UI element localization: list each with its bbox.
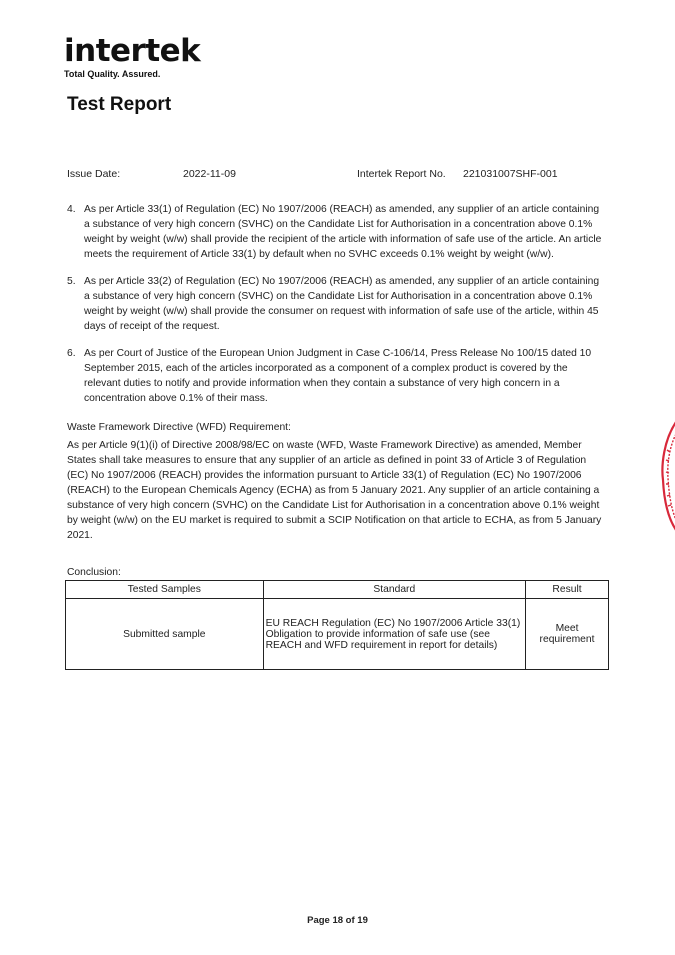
item-text: As per Article 33(1) of Regulation (EC) No 1907/2006 (REACH) as amended, any supplier of an article containing a substance of very high concern (SVHC) on the Candidate List for Authorisation in a concentration above 0.1% weight by weight (w/w) shall provide the recipient of the article with information of safe use of the article. An article meets the requirement of Article 33(1) by default when no SVHC exceeds 0.1% weight by weight (w/w).	[84, 204, 602, 260]
table-header-row	[66, 581, 609, 599]
item-number: 5.	[67, 276, 76, 287]
intertek-logo	[64, 34, 200, 79]
list-item	[67, 274, 607, 334]
item-number: 4.	[67, 204, 76, 215]
item-text: As per Article 33(2) of Regulation (EC) No 1907/2006 (REACH) as amended, any supplier of an article containing a substance of very high concern (SVHC) on the Candidate List for Authorisation in a concentration above 0.1% weight by weight (w/w) shall provide the consumer on request with information of safe use of the article, within 45 days of receipt of the request.	[84, 276, 600, 332]
conclusion-label: Conclusion:	[67, 567, 121, 578]
seal-stamp-icon	[660, 420, 675, 532]
wfd-heading: Waste Framework Directive (WFD) Requirement:	[67, 422, 291, 433]
wfd-paragraph: As per Article 9(1)(i) of Directive 2008/98/EC on waste (WFD, Waste Framework Directive) as amended, Member States shall take measures to ensure that any supplier of an article as defined in point 33 of Article 3 of Regulation (EC) No 1907/2006 (REACH) provides the information pursuant to Article 33(1) of Regulation (EC) No 1907/2006 (REACH) to the European Chemicals Agency (ECHA) as from 5 January 2021. Any supplier of an article containing a substance of very high concern (SVHC) on the Candidate List for Authorisation in a concentration above 0.1% weight by weight (w/w) on the EU market is required to submit a SCIP Notification on that article to ECHA, as from 5 January 2021.	[67, 440, 602, 541]
list-item	[67, 346, 607, 406]
item-text: As per Court of Justice of the European Union Judgment in Case C-106/14, Press Release No 100/15 dated 10 September 2015, each of the articles incorporated as a component of a complex product is covered by the relevant duties to notify and provide information when they contain a substance of very high concern in a concentration above 0.1% of their mass.	[84, 348, 592, 404]
issue-date-value: 2022-11-09	[183, 168, 236, 180]
table-row	[66, 599, 609, 670]
report-number-value: 221031007SHF-001	[463, 168, 558, 180]
header-standard: Standard	[263, 581, 525, 599]
header-result: Result	[526, 581, 609, 599]
header-tested-samples: Tested Samples	[66, 581, 264, 599]
cell-result: Meet requirement	[526, 599, 609, 670]
page-number: Page 18 of 19	[307, 915, 368, 926]
logo-wordmark: intertek	[64, 33, 201, 69]
logo-tagline: Total Quality. Assured.	[64, 69, 161, 79]
item-number: 6.	[67, 348, 76, 359]
issue-date-label: Issue Date:	[67, 168, 121, 180]
list-item	[67, 202, 607, 262]
report-number-label: Intertek Report No.	[357, 168, 446, 180]
cell-sample: Submitted sample	[66, 599, 264, 670]
report-title: Test Report	[67, 94, 172, 115]
conclusion-table	[65, 580, 609, 670]
cell-standard: EU REACH Regulation (EC) No 1907/2006 Article 33(1) Obligation to provide information of safe use (see REACH and WFD requirement in report for details)	[263, 599, 525, 670]
